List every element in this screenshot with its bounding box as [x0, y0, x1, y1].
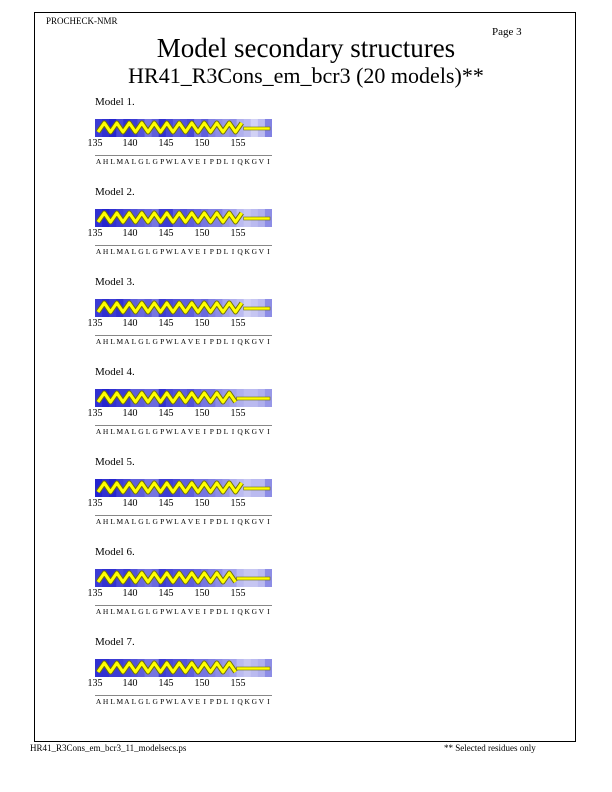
model-label: Model 6. — [95, 546, 135, 558]
residue-letter: D — [216, 157, 222, 166]
residue-letter: M — [116, 427, 124, 436]
residue-letter: V — [187, 607, 194, 616]
coil-segment — [237, 577, 270, 580]
residue-letter: D — [216, 697, 222, 706]
secondary-structure-strip — [95, 569, 272, 587]
residue-number-tick: 150 — [194, 678, 210, 689]
model-label: Model 2. — [95, 186, 135, 198]
residue-letter: G — [138, 517, 144, 526]
residue-letter: A — [95, 427, 102, 436]
residue-letter: L — [174, 337, 179, 346]
residue-letter: K — [244, 697, 250, 706]
residue-letter: I — [267, 697, 270, 706]
sequence-rule — [95, 515, 272, 516]
sequence-row — [95, 427, 272, 436]
residue-letter: A — [95, 337, 102, 346]
residue-letter: V — [187, 157, 194, 166]
residue-letter: P — [160, 517, 165, 526]
model-panel — [87, 456, 290, 536]
residue-letter: P — [209, 607, 214, 616]
sequence-rule — [95, 245, 272, 246]
residue-letter: V — [187, 517, 194, 526]
model-panel — [87, 366, 290, 446]
residue-letter: A — [124, 247, 130, 256]
residue-letter: P — [160, 607, 165, 616]
residue-letter: L — [223, 427, 229, 436]
sequence-row — [95, 517, 272, 526]
residue-letter: A — [124, 607, 130, 616]
residue-letter: L — [223, 697, 229, 706]
residue-letter: I — [267, 607, 270, 616]
coil-segment — [237, 397, 270, 400]
residue-letter: K — [244, 517, 250, 526]
residue-letter: P — [160, 697, 165, 706]
residue-number-tick: 145 — [158, 498, 174, 509]
residue-letter: I — [267, 427, 270, 436]
residue-letter: E — [195, 427, 200, 436]
residue-letter: L — [145, 607, 151, 616]
residue-letter: G — [152, 427, 158, 436]
residue-letter: I — [231, 157, 235, 166]
sequence-row — [95, 157, 272, 166]
residue-letter: A — [124, 517, 130, 526]
residue-letter: Q — [237, 157, 243, 166]
residue-number-tick: 140 — [122, 498, 138, 509]
sequence-rule — [95, 695, 272, 696]
residue-letter: L — [223, 337, 229, 346]
residue-number-tick: 140 — [122, 318, 138, 329]
residue-letter: M — [116, 697, 124, 706]
footer-note: ** Selected residues only — [444, 743, 536, 753]
secondary-structure-strip — [95, 389, 272, 407]
residue-letter: P — [160, 247, 165, 256]
residue-number-tick: 145 — [158, 678, 174, 689]
residue-letter: G — [138, 607, 144, 616]
residue-letter: W — [165, 697, 173, 706]
residue-letter: G — [152, 607, 158, 616]
residue-letter: A — [124, 157, 130, 166]
residue-letter: H — [102, 337, 109, 346]
residue-letter: D — [216, 517, 222, 526]
residue-letter: P — [209, 157, 214, 166]
coil-segment — [244, 217, 270, 220]
footer-filename: HR41_R3Cons_em_bcr3_11_modelsecs.ps — [30, 743, 187, 753]
residue-letter: I — [267, 517, 270, 526]
residue-letter: G — [251, 247, 257, 256]
residue-letter: L — [145, 157, 151, 166]
residue-number-tick: 155 — [230, 498, 246, 509]
residue-letter: P — [209, 517, 214, 526]
residue-letter: L — [131, 337, 137, 346]
residue-letter: W — [165, 607, 173, 616]
residue-number-tick: 140 — [122, 678, 138, 689]
residue-letter: G — [152, 697, 158, 706]
residue-letter: L — [110, 697, 115, 706]
residue-letter: M — [116, 517, 124, 526]
residue-letter: W — [165, 517, 173, 526]
residue-number-tick: 140 — [122, 228, 138, 239]
residue-letter: I — [203, 157, 206, 166]
residue-letter: Q — [237, 697, 243, 706]
residue-letter: I — [267, 337, 270, 346]
residue-number-tick: 155 — [230, 678, 246, 689]
residue-letter: L — [174, 697, 179, 706]
residue-number-tick: 145 — [158, 138, 174, 149]
secondary-structure-strip — [95, 209, 272, 227]
residue-letter: P — [209, 247, 214, 256]
residue-letter: E — [195, 697, 200, 706]
residue-letter: G — [138, 247, 144, 256]
residue-letter: K — [244, 607, 250, 616]
residue-letter: Q — [237, 517, 243, 526]
residue-number-tick: 150 — [194, 408, 210, 419]
residue-letter: V — [258, 697, 265, 706]
residue-letter: M — [116, 607, 124, 616]
residue-letter: L — [131, 517, 137, 526]
secondary-structure-strip — [95, 479, 272, 497]
residue-letter: V — [258, 427, 265, 436]
residue-letter: D — [216, 607, 222, 616]
residue-letter: I — [231, 427, 235, 436]
residue-letter: V — [187, 337, 194, 346]
residue-letter: L — [174, 517, 179, 526]
residue-number-tick: 140 — [122, 138, 138, 149]
residue-number-tick: 155 — [230, 408, 246, 419]
residue-letter: K — [244, 337, 250, 346]
residue-letter: I — [267, 157, 270, 166]
residue-letter: V — [258, 517, 265, 526]
residue-number-tick: 140 — [122, 408, 138, 419]
sequence-row — [95, 247, 272, 256]
residue-letter: Q — [237, 607, 243, 616]
residue-letter: L — [131, 157, 137, 166]
residue-letter: L — [174, 247, 179, 256]
residue-letter: Q — [237, 247, 243, 256]
residue-letter: I — [203, 517, 206, 526]
residue-letter: Q — [237, 337, 243, 346]
residue-letter: L — [110, 607, 115, 616]
residue-number-tick: 145 — [158, 588, 174, 599]
residue-letter: V — [258, 157, 265, 166]
residue-letter: L — [131, 427, 137, 436]
residue-letter: H — [102, 427, 109, 436]
residue-letter: D — [216, 337, 222, 346]
residue-number-tick: 145 — [158, 228, 174, 239]
residue-letter: M — [116, 337, 124, 346]
residue-letter: V — [258, 337, 265, 346]
residue-letter: A — [180, 337, 187, 346]
residue-letter: G — [152, 247, 158, 256]
coil-segment — [244, 127, 270, 130]
residue-letter: Q — [237, 427, 243, 436]
model-label: Model 5. — [95, 456, 135, 468]
residue-letter: A — [124, 697, 130, 706]
residue-letter: L — [223, 517, 229, 526]
residue-letter: L — [131, 697, 137, 706]
page-subtitle: HR41_R3Cons_em_bcr3 (20 models)** — [128, 63, 484, 88]
residue-letter: D — [216, 427, 222, 436]
residue-number-tick: 155 — [230, 588, 246, 599]
residue-letter: L — [145, 247, 151, 256]
residue-letter: A — [95, 517, 102, 526]
residue-letter: V — [187, 697, 194, 706]
residue-letter: A — [95, 607, 102, 616]
residue-letter: L — [223, 157, 229, 166]
residue-letter: I — [203, 427, 206, 436]
residue-letter: P — [209, 427, 214, 436]
residue-letter: A — [180, 247, 187, 256]
residue-letter: L — [110, 247, 115, 256]
residue-letter: P — [160, 427, 165, 436]
residue-letter: G — [251, 427, 257, 436]
residue-letter: M — [116, 247, 124, 256]
residue-letter: I — [203, 337, 206, 346]
sequence-row — [95, 697, 272, 706]
residue-number-tick: 135 — [87, 408, 103, 419]
residue-letter: L — [223, 247, 229, 256]
residue-letter: W — [165, 337, 173, 346]
residue-letter: A — [124, 427, 130, 436]
residue-letter: L — [110, 427, 115, 436]
residue-letter: L — [131, 607, 137, 616]
residue-letter: I — [231, 517, 235, 526]
residue-letter: I — [231, 337, 235, 346]
residue-letter: L — [174, 427, 179, 436]
page-title: Model secondary structures — [156, 33, 456, 63]
residue-letter: G — [251, 337, 257, 346]
page-number: Page 3 — [492, 26, 522, 38]
residue-letter: L — [223, 607, 229, 616]
sequence-rule — [95, 425, 272, 426]
residue-letter: L — [174, 157, 179, 166]
residue-letter: A — [95, 157, 102, 166]
model-panel — [87, 96, 290, 176]
residue-letter: M — [116, 157, 124, 166]
sequence-row — [95, 607, 272, 616]
residue-number-tick: 135 — [87, 228, 103, 239]
residue-letter: G — [152, 337, 158, 346]
residue-letter: W — [165, 427, 173, 436]
model-panel — [87, 186, 290, 266]
residue-letter: I — [203, 607, 206, 616]
residue-letter: V — [187, 247, 194, 256]
residue-letter: I — [267, 247, 270, 256]
residue-letter: V — [258, 247, 265, 256]
residue-letter: A — [95, 697, 102, 706]
residue-letter: K — [244, 157, 250, 166]
residue-letter: I — [203, 697, 206, 706]
residue-letter: G — [251, 607, 257, 616]
coil-segment — [237, 667, 270, 670]
residue-letter: A — [180, 427, 187, 436]
residue-letter: I — [231, 697, 235, 706]
residue-letter: A — [180, 607, 187, 616]
residue-letter: G — [138, 157, 144, 166]
residue-letter: A — [124, 337, 130, 346]
coil-segment — [244, 487, 270, 490]
residue-number-tick: 150 — [194, 138, 210, 149]
sequence-rule — [95, 155, 272, 156]
residue-letter: W — [165, 247, 173, 256]
residue-letter: A — [180, 517, 187, 526]
secondary-structure-strip — [95, 659, 272, 677]
residue-number-tick: 155 — [230, 138, 246, 149]
residue-letter: G — [251, 157, 257, 166]
residue-number-tick: 140 — [122, 588, 138, 599]
residue-letter: E — [195, 607, 200, 616]
residue-letter: P — [160, 337, 165, 346]
residue-number-tick: 150 — [194, 498, 210, 509]
residue-letter: P — [160, 157, 165, 166]
residue-letter: L — [110, 157, 115, 166]
residue-letter: H — [102, 607, 109, 616]
residue-number-tick: 150 — [194, 588, 210, 599]
residue-number-tick: 150 — [194, 228, 210, 239]
residue-letter: L — [145, 697, 151, 706]
sequence-row — [95, 337, 272, 346]
residue-letter: L — [174, 607, 179, 616]
residue-number-tick: 155 — [230, 318, 246, 329]
program-name: PROCHECK-NMR — [46, 16, 118, 26]
residue-letter: H — [102, 517, 109, 526]
residue-letter: V — [258, 607, 265, 616]
residue-letter: L — [145, 337, 151, 346]
residue-number-tick: 135 — [87, 678, 103, 689]
residue-letter: K — [244, 247, 250, 256]
residue-letter: E — [195, 157, 200, 166]
residue-letter: H — [102, 247, 109, 256]
residue-letter: I — [231, 247, 235, 256]
residue-letter: A — [95, 247, 102, 256]
residue-number-tick: 155 — [230, 228, 246, 239]
residue-letter: G — [152, 157, 158, 166]
secondary-structure-strip — [95, 119, 272, 137]
residue-letter: G — [251, 697, 257, 706]
residue-number-tick: 135 — [87, 588, 103, 599]
sequence-rule — [95, 335, 272, 336]
model-panel — [87, 276, 290, 356]
residue-letter: D — [216, 247, 222, 256]
residue-letter: G — [138, 697, 144, 706]
secondary-structure-strip — [95, 299, 272, 317]
residue-number-tick: 135 — [87, 318, 103, 329]
residue-letter: L — [110, 517, 115, 526]
residue-number-tick: 135 — [87, 498, 103, 509]
residue-letter: L — [131, 247, 137, 256]
residue-number-tick: 145 — [158, 318, 174, 329]
model-label: Model 4. — [95, 366, 135, 378]
residue-letter: L — [110, 337, 115, 346]
residue-letter: H — [102, 157, 109, 166]
residue-letter: E — [195, 337, 200, 346]
model-panel — [87, 636, 290, 716]
model-label: Model 7. — [95, 636, 135, 648]
residue-letter: I — [231, 607, 235, 616]
residue-letter: H — [102, 697, 109, 706]
residue-number-tick: 150 — [194, 318, 210, 329]
residue-letter: W — [165, 157, 173, 166]
residue-letter: P — [209, 697, 214, 706]
residue-letter: L — [145, 427, 151, 436]
residue-letter: V — [187, 427, 194, 436]
residue-letter: I — [203, 247, 206, 256]
residue-letter: E — [195, 517, 200, 526]
model-label: Model 3. — [95, 276, 135, 288]
residue-letter: P — [209, 337, 214, 346]
residue-letter: G — [138, 337, 144, 346]
residue-number-tick: 145 — [158, 408, 174, 419]
sequence-rule — [95, 605, 272, 606]
coil-segment — [244, 307, 270, 310]
residue-letter: E — [195, 247, 200, 256]
model-panel — [87, 546, 290, 626]
residue-letter: G — [251, 517, 257, 526]
residue-letter: K — [244, 427, 250, 436]
residue-letter: L — [145, 517, 151, 526]
residue-letter: A — [180, 697, 187, 706]
residue-letter: A — [180, 157, 187, 166]
residue-number-tick: 135 — [87, 138, 103, 149]
residue-letter: G — [152, 517, 158, 526]
residue-letter: G — [138, 427, 144, 436]
model-label: Model 1. — [95, 96, 135, 108]
